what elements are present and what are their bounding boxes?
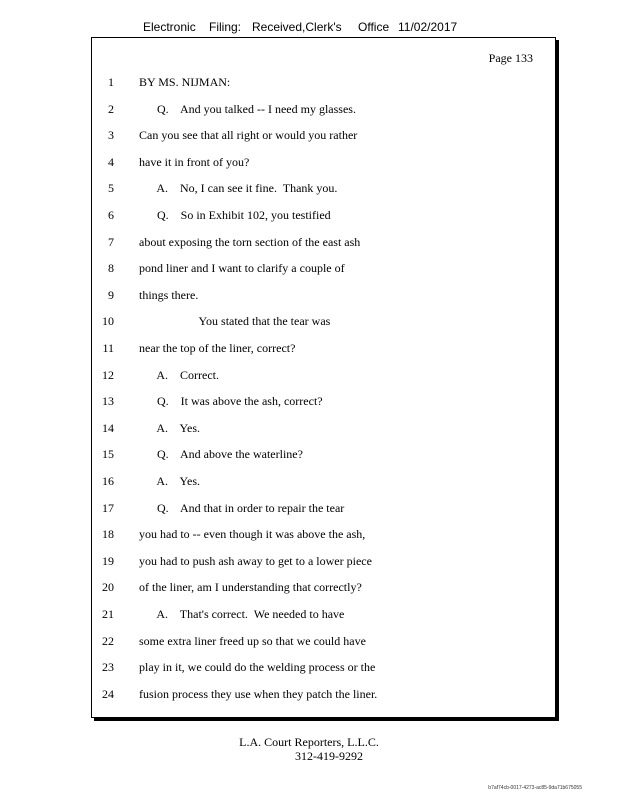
line-text: play in it, we could do the welding process or the [139, 660, 376, 675]
transcript-line [92, 261, 555, 279]
line-number: 4 [108, 154, 114, 169]
line-text: A. Yes. [139, 474, 201, 488]
header-office: Office [358, 20, 390, 34]
line-number: 17 [102, 500, 114, 515]
line-text: Can you see that all right or would you rather [139, 128, 358, 143]
line-number: 2 [108, 101, 114, 116]
transcript-line [92, 607, 555, 625]
transcript-line [92, 181, 555, 199]
transcript-line [92, 474, 555, 492]
line-number: 9 [108, 287, 114, 302]
transcript-line [92, 341, 555, 359]
line-number: 12 [102, 367, 114, 382]
transcript-line [92, 208, 555, 226]
line-text: of the liner, am I understanding that correctly? [139, 580, 362, 595]
transcript-line [92, 660, 555, 678]
line-text: Q. So in Exhibit 102, you testified [139, 208, 331, 222]
line-text: near the top of the liner, correct? [139, 341, 296, 355]
line-number: 3 [108, 128, 114, 143]
line-text: A. That's correct. We needed to have [139, 607, 345, 621]
line-text: A. Yes. [139, 420, 201, 435]
transcript-line [92, 368, 555, 386]
line-number: 1 [108, 75, 114, 89]
line-number: 5 [108, 181, 114, 196]
line-text: You stated that the tear was [139, 314, 331, 329]
line-number: 13 [102, 394, 114, 409]
transcript-line [92, 527, 555, 545]
line-text: fusion process they use when they patch the liner. [139, 686, 378, 701]
header-electronic: Electronic [143, 20, 196, 34]
line-number: 23 [102, 660, 114, 675]
transcript-line [92, 580, 555, 598]
transcript-line [92, 447, 555, 465]
line-number: 18 [102, 527, 114, 542]
line-text: about exposing the torn section of the east ash [139, 234, 361, 249]
line-number: 14 [102, 420, 114, 435]
line-number: 16 [102, 474, 114, 488]
line-number: 20 [102, 580, 114, 595]
transcript-line [92, 128, 555, 146]
line-number: 6 [108, 208, 114, 222]
transcript-line [92, 314, 555, 332]
transcript-line [92, 288, 555, 306]
transcript-line [92, 554, 555, 572]
footer-company: L.A. Court Reporters, L.L.C. [239, 735, 379, 749]
line-number: 11 [102, 341, 114, 355]
line-number: 24 [102, 686, 114, 701]
line-text: Q. And above the waterline? [139, 447, 303, 462]
transcript-line [92, 421, 555, 439]
line-number: 21 [102, 607, 114, 621]
line-number: 10 [102, 314, 114, 329]
line-text: things there. [139, 287, 199, 302]
transcript-line [92, 501, 555, 519]
line-text: Q. And that in order to repair the tear [139, 500, 345, 515]
line-text: you had to push ash away to get to a lower piece [139, 553, 372, 568]
line-text: Q. And you talked -- I need my glasses. [139, 101, 356, 116]
header-date: 11/02/2017 [398, 20, 458, 34]
line-text: BY MS. NIJMAN: [139, 75, 231, 89]
document-hash: b7af74cb-0017-4273-ac85-9da71b675055 [488, 785, 582, 791]
transcript-line [92, 235, 555, 253]
line-number: 15 [102, 447, 114, 462]
header-filing: Filing: [209, 20, 242, 34]
transcript-line [92, 75, 555, 93]
transcript-line [92, 687, 555, 705]
transcript-page [91, 37, 556, 718]
line-text: Q. It was above the ash, correct? [139, 394, 323, 409]
transcript-line [92, 394, 555, 412]
line-text: some extra liner freed up so that we could have [139, 633, 366, 648]
transcript-line [92, 102, 555, 120]
transcript-line [92, 155, 555, 173]
header-received: Received,Clerk's [252, 20, 342, 34]
line-text: pond liner and I want to clarify a couple of [139, 261, 345, 276]
transcript-line [92, 634, 555, 652]
line-text: A. Correct. [139, 367, 219, 382]
line-number: 19 [102, 553, 114, 568]
line-text: have it in front of you? [139, 154, 250, 169]
line-number: 7 [108, 234, 114, 249]
page-number: Page 133 [488, 51, 533, 65]
line-number: 8 [108, 261, 114, 276]
line-text: A. No, I can see it fine. Thank you. [139, 181, 338, 196]
line-text: you had to -- even though it was above the ash, [139, 527, 366, 542]
line-number: 22 [102, 633, 114, 648]
footer-phone: 312-419-9292 [295, 749, 363, 763]
